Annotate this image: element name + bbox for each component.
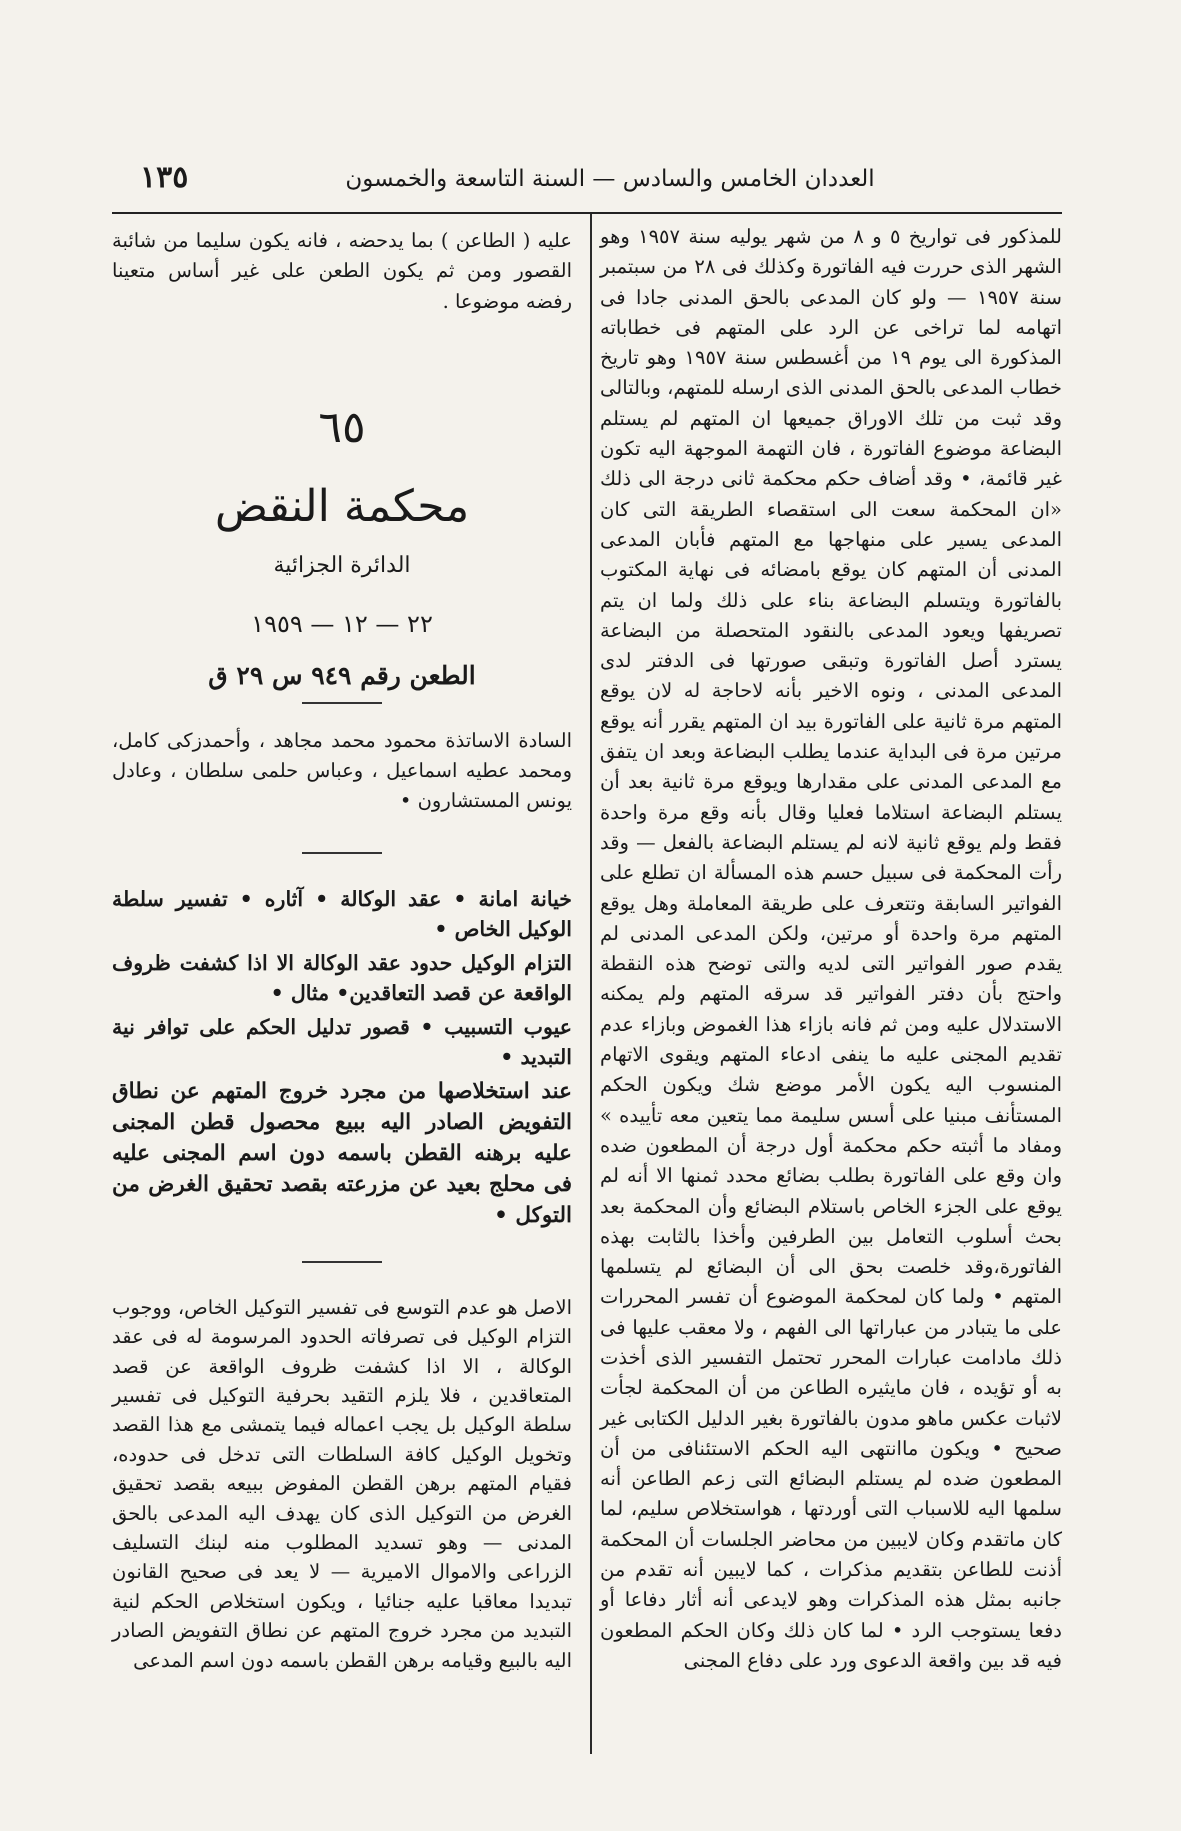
judgment-body: الاصل هو عدم التوسع فى تفسير التوكيل الخاص، ووجوب التزام الوكيل فى تصرفاته الحدود المرسومة له فى عقد الوكالة ، الا اذا كشفت ظروف الواقعة عن قصد المتعاقدين ، فلا يلزم التقيد بحرفية التوكيل فى تفسير سلطة الوكيل بل يجب اعماله فيما يتمشى مع هذا القصد وتخويل الوكيل كافة السلطات التى تدخل فى حدوده، فقيام المتهم برهن القطن المفوض ببيعه بقصد تحقيق الغرض من التوكيل الذى كان يهدف اليه المدعى بالحق المدنى — وهو تسديد المطلوب منه لبنك التسليف الزراعى والاموال الاميرية — لا يعد فى صحيح القانون تبديدا معاقبا عليه جنائيا ، ويكون استخلاص الحكم لنية التبديد من مجرد خروج المتهم عن نطاق التفويض الصادر اليه بالبيع وقيامه برهن القطن باسمه دون اسم المدعى <box>112 1295 572 1672</box>
legal-principle: عند استخلاصها من مجرد خروج المتهم عن نطاق التفويض الصادر اليه ببيع محصول قطن المجنى عليه برهنه القطن باسمه دون اسم المجنى عليه فى محلج بعيد عن مزرعته بقصد تحقيق الغرض من التوكل • <box>112 1078 572 1228</box>
court-name: محكمة النقض <box>214 480 470 532</box>
right-column-text: للمذكور فى تواريخ ٥ و ٨ من شهر يوليه سنة ١٩٥٧ وهو الشهر الذى حررت فيه الفاتورة وكذلك فى ٢٨ من سبتمبر سنة ١٩٥٧ — ولو كان المدعى بالحق المدنى جادا فى اتهامه لما تراخى عن الرد على المتهم فى خطاباته المذكورة الى يوم ١٩ من أغسطس سنة ١٩٥٧ وهو تاريخ خطاب المدعى بالحق المدنى الذى ارسله للمتهم، وبالتالى وقد ثبت من تلك الاوراق جميعها ان المتهم لم يستلم البضاعة موضوع الفاتورة ، فان التهمة الموجهة اليه تكون غير قائمة، • وقد أضاف حكم محكمة ثانى درجة الى ذلك «ان المحكمة سعت الى استقصاء الطريقة التى كان المدعى يسير على منهاجها مع المتهم فأبان المدعى المدنى أن المتهم كان يوقع بامضائه فى نهاية المكتوب بالفاتورة ويتسلم البضاعة بناء على ذلك ولما ان يتم تصريفها ويعود المدعى بالنقود المتحصلة من البضاعة يسترد أصل الفاتورة وتبقى صورتها فى الدفتر لدى المدعى المدنى ، ونوه الاخير بأنه لاحاجة له لان يوقع المتهم مرة ثانية على الفاتورة بيد ان المتهم يقرر أنه يوقع مرتين مرة فى البداية عندما يطلب البضاعة وبعد ان يتفق مع المدعى المدنى على مقدارها ويوقع مرة ثانية بعد أن يستلم البضاعة استلاما فعليا وقال بأنه وقع مرة واحدة فقط ولم يوقع ثانية لانه لم يستلم البضاعة بالفعل — وقد رأت المحكمة فى سبيل حسم هذه المسألة ان تطلع على الفواتير السابقة وتتعرف على طريقة المعاملة وهل يوقع المتهم مرة واحدة أو مرتين، ولكن المدعى المدنى لم يقدم صور الفواتير التى لديه والتى توضح هذه النقطة واحتج بأن دفتر الفواتير قد سرقه المتهم ولم يمكنه الاستدلال عليه ومن ثم فانه بازاء هذا الغموض وبازاء عدم تقديم المجنى عليه ما ينفى ادعاء المتهم ويقوى الاتهام المنسوب اليه يكون الأمر موضع شك ويكون الحكم المستأنف مبنيا على أسس سليمة مما يتعين معه تأييده » ومفاد ما أثبته حكم محكمة أول درجة أن المطعون ضده وان وقع على الفاتورة بطلب بضائع محدد ثمنها الا أنه لم يوقع على الجزء الخاص باستلام البضائع وأن المحكمة بعد بحث أسلوب التعامل بين الطرفين وأخذا بالثابت بهذه الفاتورة،وقد خلصت بحق الى أن البضائع لم يتسلمها المتهم • ولما كان لمحكمة الموضوع أن تفسر المحررات على ما يتبادر من عباراتها الى الفهم ، ولا معقب عليها فى ذلك مادامت عبارات المحرر تحتمل التفسير الذى أخذت به أو تؤيده ، فان مايثيره الطاعن من أن المحكمة لجأت لاثبات عكس ماهو مدون بالفاتورة بغير الدليل الكتابى غير صحيح • ويكون ماانتهى اليه الحكم الاستئنافى من أن المطعون ضده لم يستلم البضائع التى زعم الطاعن أنه سلمها اليه للاسباب التى أوردتها ، هواستخلاص سليم، لما كان ماتقدم وكان لايبين من محاضر الجلسات أن المحكمة أذنت للطاعن بتقديم مذكرات ، كما لايبين أنه تقدم من جانبه بمثل هذه المذكرات وهو لايدعى أنه أثار دفاعا أو دفعا يستوجب الرد • لما كان ذلك وكان الحكم المطعون فيه قد بين واقعة الدعوى ورد على دفاع المجنى <box>600 225 1063 1672</box>
separator-rule <box>302 852 382 854</box>
appeal-number: الطعن رقم ٩٤٩ س ٢٩ ق <box>208 661 476 691</box>
judges-list: السادة الاساتذة محمود محمد مجاهد ، وأحمدزكى كامل، ومحمد عطيه اسماعيل ، وعباس حلمى سلطان ، وعادل يونس المستشارون • <box>112 728 572 812</box>
judgment-date: ٢٢ — ١٢ — ١٩٥٩ <box>251 610 433 639</box>
right-column <box>600 222 1062 1676</box>
page-number: ١٣٥ <box>140 160 189 195</box>
running-header: العددان الخامس والسادس — السنة التاسعة والخمسون <box>345 166 875 192</box>
headnote: عيوب التسبيب • قصور تدليل الحكم على توافر نية التبديد • <box>112 1014 572 1069</box>
column-divider <box>590 214 592 1754</box>
left-column <box>112 226 572 1675</box>
case-number: ٦٥ <box>318 401 366 453</box>
headnotes <box>112 884 572 1072</box>
circuit-name: الدائرة الجزائية <box>273 552 411 578</box>
headnote: خيانة امانة • عقد الوكالة • آثاره • تفسير سلطة الوكيل الخاص • <box>112 886 572 941</box>
separator-rule <box>302 1261 382 1263</box>
headnote: التزام الوكيل حدود عقد الوكالة الا اذا كشفت ظروف الواقعة عن قصد التعاقدين• مثال • <box>112 950 572 1005</box>
header-rule <box>112 212 1062 214</box>
intro-paragraph: عليه ( الطاعن ) بما يدحضه ، فانه يكون سليما من شائبة القصور ومن ثم يكون الطعن على غير أساس متعينا رفضه موضوعا . <box>112 229 572 313</box>
separator-rule <box>302 702 382 704</box>
